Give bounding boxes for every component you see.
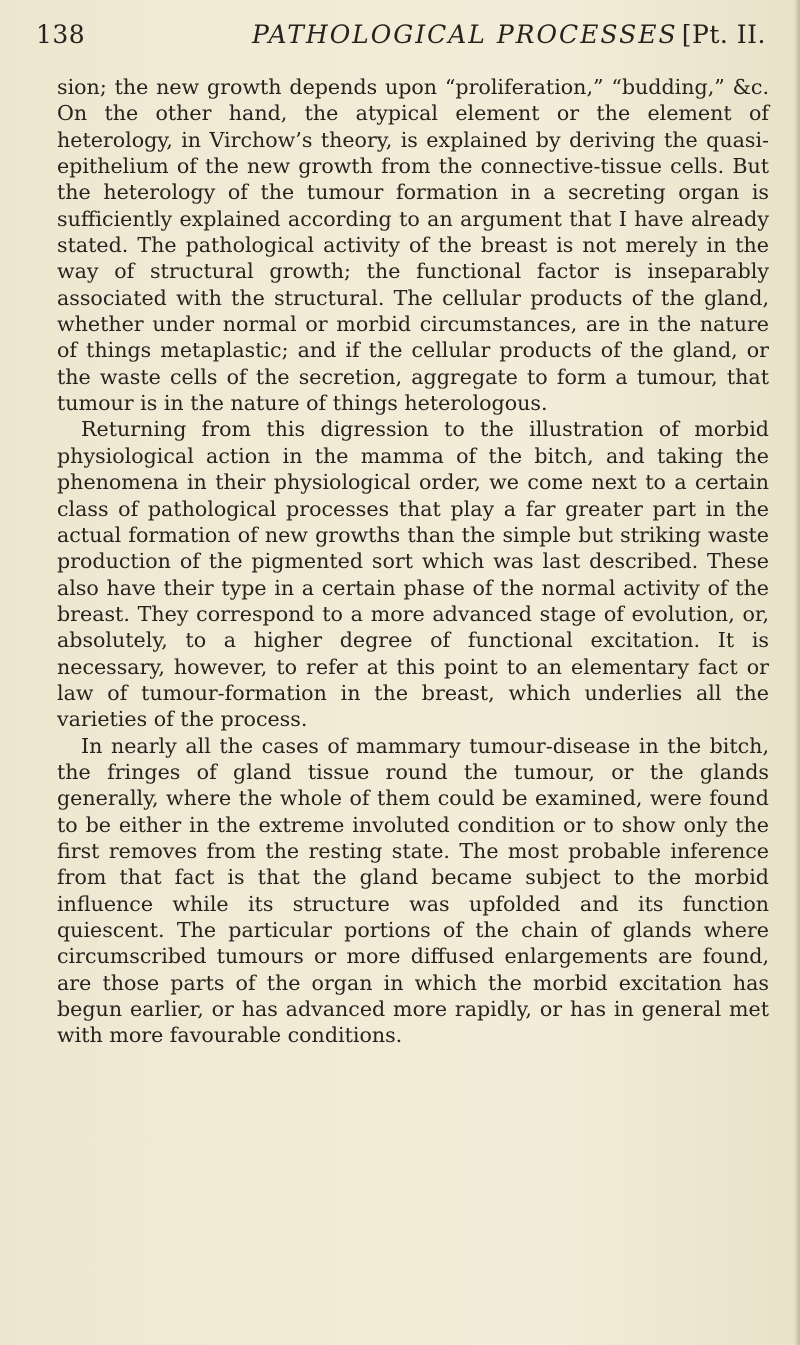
- paragraph-returning: Returning from this digression to the illustration of morbid physiological action in the mamma of the bitch, and taking the phenomena in their physiological order, we come next to a certain class of pathological processes that play a far greater part in the actual formation of new growths than the simple but striking waste production of the pigmented sort which was last described. These also have their type in a certain phase of the normal activity of the breast. They correspond to a more advanced stage of evolution, or, absolutely, to a higher degree of functional excitation. It is necessary, however, to refer at this point to an elementary fact or law of tumour-formation in the breast, which underlies all the varieties of the process.: [57, 417, 769, 732]
- paragraph-continued: sion; the new growth depends upon “proliferation,” “budding,” &c. On the other hand, the atypical element or the element of heterology, in Virchow’s theory, is explained by deriving the quasi-epithelium of the new growth from the connective-tissue cells. But the heterology of the tumour formation in a secreting organ is sufficiently explained according to an argument that I have already stated. The pathological activity of the breast is not merely in the way of structural growth; the functional factor is inseparably associated with the structural. The cellular products of the gland, whether under normal or morbid circumstances, are in the nature of things metaplastic; and if the cellular products of the gland, or the waste cells of the secretion, aggregate to form a tumour, that tumour is in the nature of things heterologous.: [57, 75, 769, 416]
- running-title: PATHOLOGICAL PROCESSES: [252, 20, 678, 49]
- body-text: [57, 74, 769, 1049]
- page-edge-shadow: [794, 0, 800, 1345]
- running-head: [36, 14, 766, 54]
- paragraph-mammary-tumour: In nearly all the cases of mammary tumour-disease in the bitch, the fringes of gland tissue round the tumour, or the glands generally, where the whole of them could be examined, were found to be either in the extreme involuted condition or to show only the first removes from the resting state. The most probable inference from that fact is that the gland became subject to the morbid influence while its structure was upfolded and its function quiescent. The particular portions of the chain of glands where circumscribed tumours or more diffused enlargements are found, are those parts of the organ in which the morbid excitation has begun earlier, or has advanced more rapidly, or has in general met with more favourable conditions.: [57, 733, 769, 1048]
- page-number: 138: [36, 20, 86, 49]
- part-label: [Pt. II.: [681, 20, 766, 49]
